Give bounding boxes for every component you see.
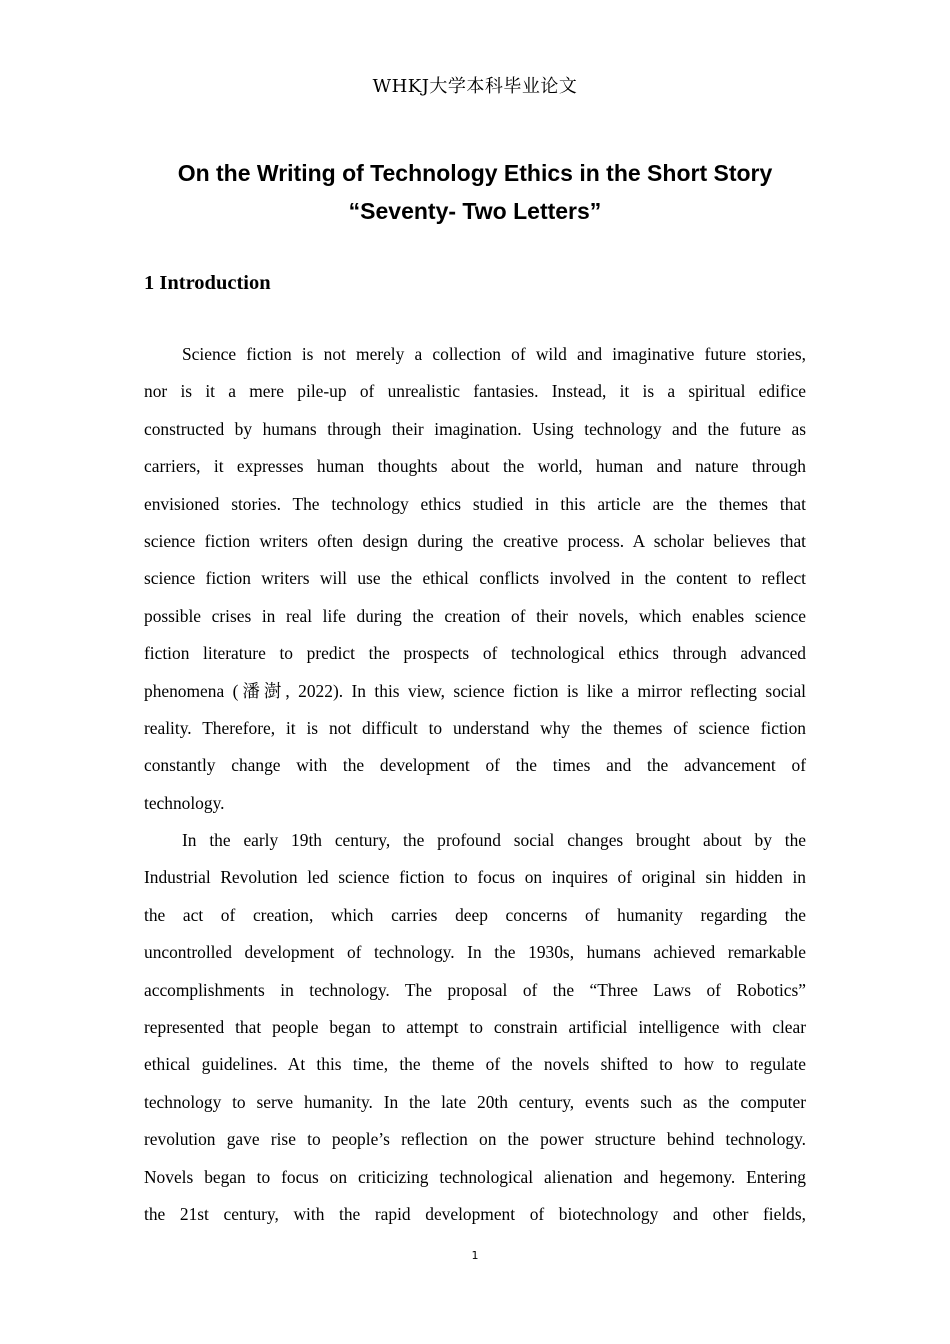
text-line: Industrial Revolution led science fiction to focus on inquires of original sin hidden in: [144, 867, 806, 888]
text-line: technology.: [144, 792, 225, 813]
text-line: the 21st century, with the rapid development of biotechnology and other fields,: [144, 1203, 806, 1224]
paper-title: [100, 154, 850, 230]
text-line: carriers, it expresses human thoughts about the world, human and nature through: [144, 456, 806, 477]
section-heading: 1 Introduction: [144, 272, 271, 294]
text-line: constantly change with the development of the times and the advancement of: [144, 755, 806, 776]
text-line: represented that people began to attempt to constrain artificial intelligence with clear: [144, 1017, 806, 1038]
paragraph-2: [144, 822, 806, 1233]
text-line: possible crises in real life during the creation of their novels, which enables science: [144, 605, 806, 626]
text-line: technology to serve humanity. In the late 20th century, events such as the computer: [144, 1091, 806, 1112]
text-line: envisioned stories. The technology ethics studied in this article are the themes that: [144, 493, 806, 514]
text-line: uncontrolled development of technology. In the 1930s, humans achieved remarkable: [144, 942, 806, 963]
paragraph-1: [144, 336, 806, 822]
paper-title-line-2: “Seventy- Two Letters”: [348, 198, 602, 224]
text-line: revolution gave rise to people’s reflection on the power structure behind technology.: [144, 1129, 806, 1150]
paper-title-line-1: On the Writing of Technology Ethics in the Short Story: [177, 160, 773, 186]
text-line: constructed by humans through their imagination. Using technology and the future as: [144, 418, 806, 439]
text-line: Science fiction is not merely a collection of wild and imaginative future stories,: [182, 344, 806, 364]
text-line: phenomena (潘澍, 2022). In this view, science fiction is like a mirror reflecting social: [144, 680, 806, 701]
body-text: [144, 336, 806, 1233]
running-header: WHKJ大学本科毕业论文: [372, 76, 578, 97]
text-line: In the early 19th century, the profound social changes brought about by the: [182, 830, 806, 851]
text-line: accomplishments in technology. The proposal of the “Three Laws of Robotics”: [144, 979, 806, 1000]
text-line: the act of creation, which carries deep concerns of humanity regarding the: [144, 904, 806, 925]
text-line: science fiction writers often design during the creative process. A scholar believes that: [144, 530, 806, 551]
text-line: nor is it a mere pile-up of unrealistic fantasies. Instead, it is a spiritual edifice: [144, 381, 806, 402]
page-number: 1: [471, 1249, 479, 1262]
text-line: reality. Therefore, it is not difficult to understand why the themes of science fiction: [144, 717, 806, 738]
text-line: ethical guidelines. At this time, the theme of the novels shifted to how to regulate: [144, 1054, 806, 1075]
text-line: science fiction writers will use the ethical conflicts involved in the content to reflect: [144, 568, 806, 589]
text-line: Novels began to focus on criticizing technological alienation and hegemony. Entering: [144, 1166, 806, 1187]
text-line: fiction literature to predict the prospects of technological ethics through advanced: [144, 643, 806, 664]
